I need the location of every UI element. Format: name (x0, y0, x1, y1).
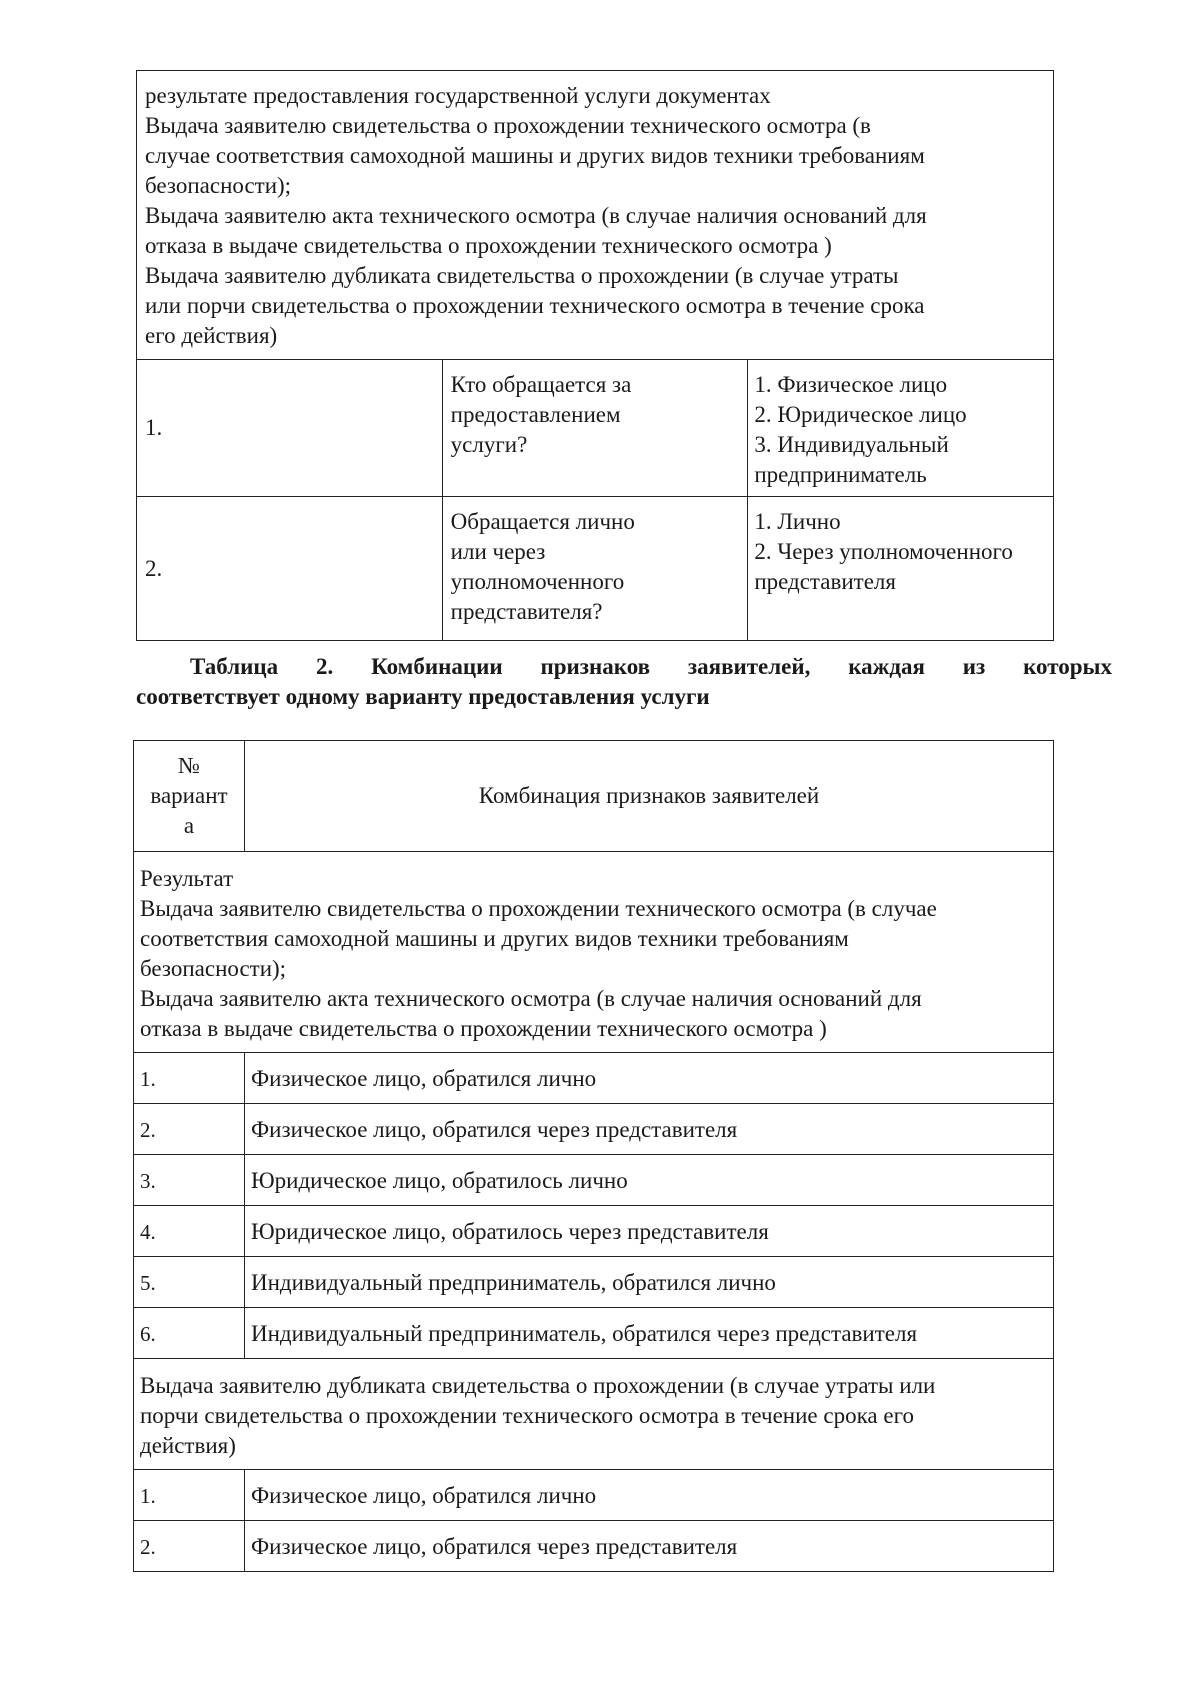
question-line: Кто обращается за (450, 372, 632, 397)
question-line: Обращается лично (450, 509, 635, 534)
section-line: порчи свидетельства о прохождении технического осмотра в течение срока его (140, 1403, 914, 1428)
variant-combination: Индивидуальный предприниматель, обратился лично (245, 1257, 1054, 1308)
answer-option: 1. Физическое лицо (754, 372, 948, 397)
variant-combination: Юридическое лицо, обратилось лично (245, 1155, 1054, 1206)
result-line: его действия) (145, 323, 278, 348)
variant-combination: Индивидуальный предприниматель, обратился через представителя (245, 1308, 1054, 1359)
row-number: 2. (137, 497, 443, 641)
variant-combination: Физическое лицо, обратился лично (245, 1470, 1054, 1521)
heading-line: соответствует одному варианту предоставления услуги (136, 684, 710, 709)
variant-number: 5. (134, 1257, 245, 1308)
answer-option: 3. Индивидуальный предприниматель (754, 432, 949, 487)
answer-option: 1. Лично (754, 509, 841, 534)
variant-number: 1. (134, 1053, 245, 1104)
question-cell (442, 497, 748, 641)
result-description-cell (137, 71, 1054, 360)
table-row (134, 1521, 1054, 1572)
section-line: отказа в выдаче свидетельства о прохождении технического осмотра ) (140, 1016, 827, 1041)
variant-number: 4. (134, 1206, 245, 1257)
section-row (134, 852, 1054, 1053)
section-line: Результат (140, 866, 234, 891)
header-line: вариант (150, 783, 228, 808)
variant-number: 1. (134, 1470, 245, 1521)
row-number: 1. (137, 360, 443, 497)
section-line: безопасности); (140, 956, 287, 981)
header-line: а (183, 813, 195, 838)
duplicate-section-cell (134, 1359, 1054, 1470)
result-line: Выдача заявителю акта технического осмотра (в случае наличия оснований для (145, 203, 927, 228)
table2-heading (136, 652, 1112, 712)
section-line: Выдача заявителю дубликата свидетельства о прохождении (в случае утраты или (140, 1373, 936, 1398)
answer-option: 2. Юридическое лицо (754, 402, 967, 427)
result-line: безопасности); (145, 173, 292, 198)
variant-number: 2. (134, 1521, 245, 1572)
question-cell (442, 360, 748, 497)
applicant-criteria-table (136, 70, 1054, 641)
result-section-cell (134, 852, 1054, 1053)
variant-number: 3. (134, 1155, 245, 1206)
question-line: или через (450, 539, 546, 564)
heading-line: Таблица 2. Комбинации признаков заявителей, каждая из которых (190, 654, 1112, 679)
applicant-combinations-table (133, 740, 1054, 1572)
section-row (134, 1359, 1054, 1470)
table-row (134, 1104, 1054, 1155)
variant-combination: Физическое лицо, обратился через представителя (245, 1521, 1054, 1572)
section-line: Выдача заявителю свидетельства о прохождении технического осмотра (в случае (140, 896, 937, 921)
question-line: услуги? (450, 432, 528, 457)
result-line: Выдача заявителю свидетельства о прохождении технического осмотра (в (145, 113, 871, 138)
variant-combination: Юридическое лицо, обратилось через представителя (245, 1206, 1054, 1257)
answer-option: 2. Через уполномоченного представителя (754, 539, 1013, 594)
answer-cell (748, 360, 1054, 497)
result-line: отказа в выдаче свидетельства о прохождении технического осмотра ) (145, 233, 832, 258)
answer-cell (748, 497, 1054, 641)
table-row (134, 1257, 1054, 1308)
table-row (137, 497, 1054, 641)
table-row (134, 1155, 1054, 1206)
combination-header: Комбинация признаков заявителей (245, 741, 1054, 852)
section-line: Выдача заявителю акта технического осмотра (в случае наличия оснований для (140, 986, 922, 1011)
section-line: действия) (140, 1433, 236, 1458)
section-line: соответствия самоходной машины и других видов техники требованиям (140, 926, 849, 951)
table-row (134, 1206, 1054, 1257)
table-row (134, 1470, 1054, 1521)
table-row (134, 1053, 1054, 1104)
variant-number: 6. (134, 1308, 245, 1359)
question-line: представителя? (450, 599, 603, 624)
variant-number-header (134, 741, 245, 852)
variant-combination: Физическое лицо, обратился лично (245, 1053, 1054, 1104)
result-line: или порчи свидетельства о прохождении технического осмотра в течение срока (145, 293, 925, 318)
result-line: случае соответствия самоходной машины и других видов техники требованиям (145, 143, 925, 168)
question-line: предоставлением (450, 402, 621, 427)
table-row (137, 360, 1054, 497)
table-header-row (134, 741, 1054, 852)
result-line: результате предоставления государственной услуги документах (145, 83, 771, 108)
question-line: уполномоченного (450, 569, 625, 594)
variant-combination: Физическое лицо, обратился через представителя (245, 1104, 1054, 1155)
result-line: Выдача заявителю дубликата свидетельства о прохождении (в случае утраты (145, 263, 899, 288)
table-row (134, 1308, 1054, 1359)
variant-number: 2. (134, 1104, 245, 1155)
header-line: № (178, 753, 200, 778)
